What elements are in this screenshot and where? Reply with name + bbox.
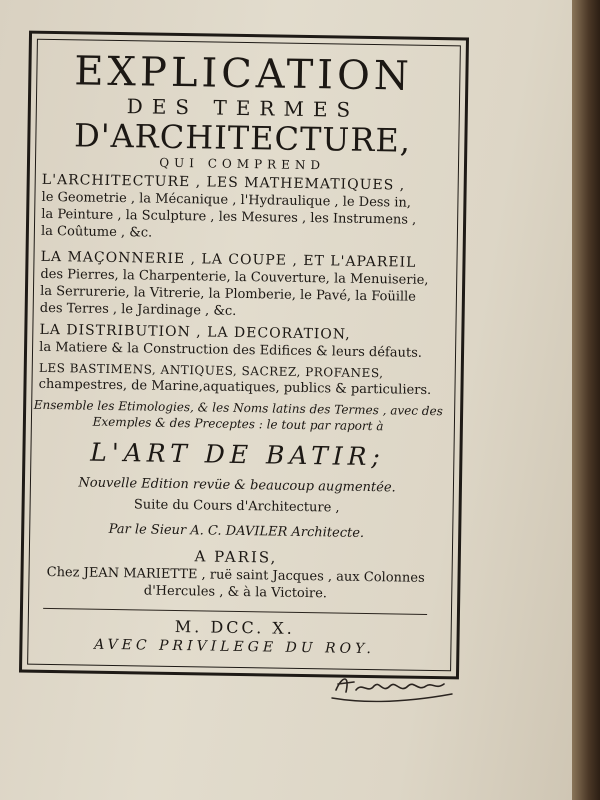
imprint-divider [43,608,427,615]
privilege-statement: AVEC PRIVILEGE DU ROY. [94,636,376,658]
section-1-heading: L'ARCHITECTURE , LES MATHEMATIQUES , [41,171,406,194]
title-line-qui-comprend: QUI COMPREND [159,155,326,173]
section-2-line: des Terres , le Jardinage , &c. [39,300,237,319]
title-page-text [26,43,451,657]
section-5-line: Ensemble les Etimologies, & les Noms latins des Termes , avec des [33,397,443,419]
section-2-heading: LA MAÇONNERIE , LA COUPE , ET L'APAREIL [40,248,417,271]
section-2-line: des Pierres, la Charpenterie, la Couverture, la Menuiserie, [40,266,429,288]
title-line-explication: EXPLICATION [73,48,414,100]
imprint-address: d'Hercules , & à la Victoire. [143,583,328,602]
section-2-line: la Serrurerie, la Vitrerie, la Plomberie, le Pavé, la Foüille [40,283,417,305]
section-1-line: la Coûtume , &c. [40,223,153,241]
section-5-line: Exemples & des Preceptes : le tout par raport à [92,414,384,434]
title-line-des-termes: DES TERMES [126,94,360,122]
imprint-publisher: Chez JEAN MARIETTE , ruë saint Jacques , aux Colonnes [46,564,425,586]
section-4-line: champestres, de Marine,aquatiques, publics & particuliers. [38,376,432,398]
section-3-line: la Matiere & la Construction des Edifices & leurs défauts. [39,339,423,361]
title-line-architecture: D'ARCHITECTURE, [73,116,412,160]
art-de-batir-title: L'ART DE BATIR; [90,437,386,472]
section-3-heading: LA DISTRIBUTION , LA DECORATION, [39,321,351,343]
edition-statement: Nouvelle Edition revüe & beaucoup augmentée. [78,475,396,496]
author-statement: Par le Sieur A. C. DAVILER Architecte. [108,521,365,541]
section-4-heading: LES BASTIMENS, ANTIQUES, SACREZ, PROFANES, [38,360,384,381]
imprint-city: A PARIS, [194,547,278,567]
section-1-line: la Peinture , la Sculpture , les Mesures , les Instrumens , [41,206,417,228]
handwritten-signature [328,668,458,708]
suite-statement: Suite du Cours d'Architecture , [133,497,340,516]
imprint-date: M. DCC. X. [174,616,295,638]
section-1-line: le Geometrie , la Mécanique , l'Hydraulique , le Dess in, [41,189,412,211]
book-binding-edge [572,0,600,800]
